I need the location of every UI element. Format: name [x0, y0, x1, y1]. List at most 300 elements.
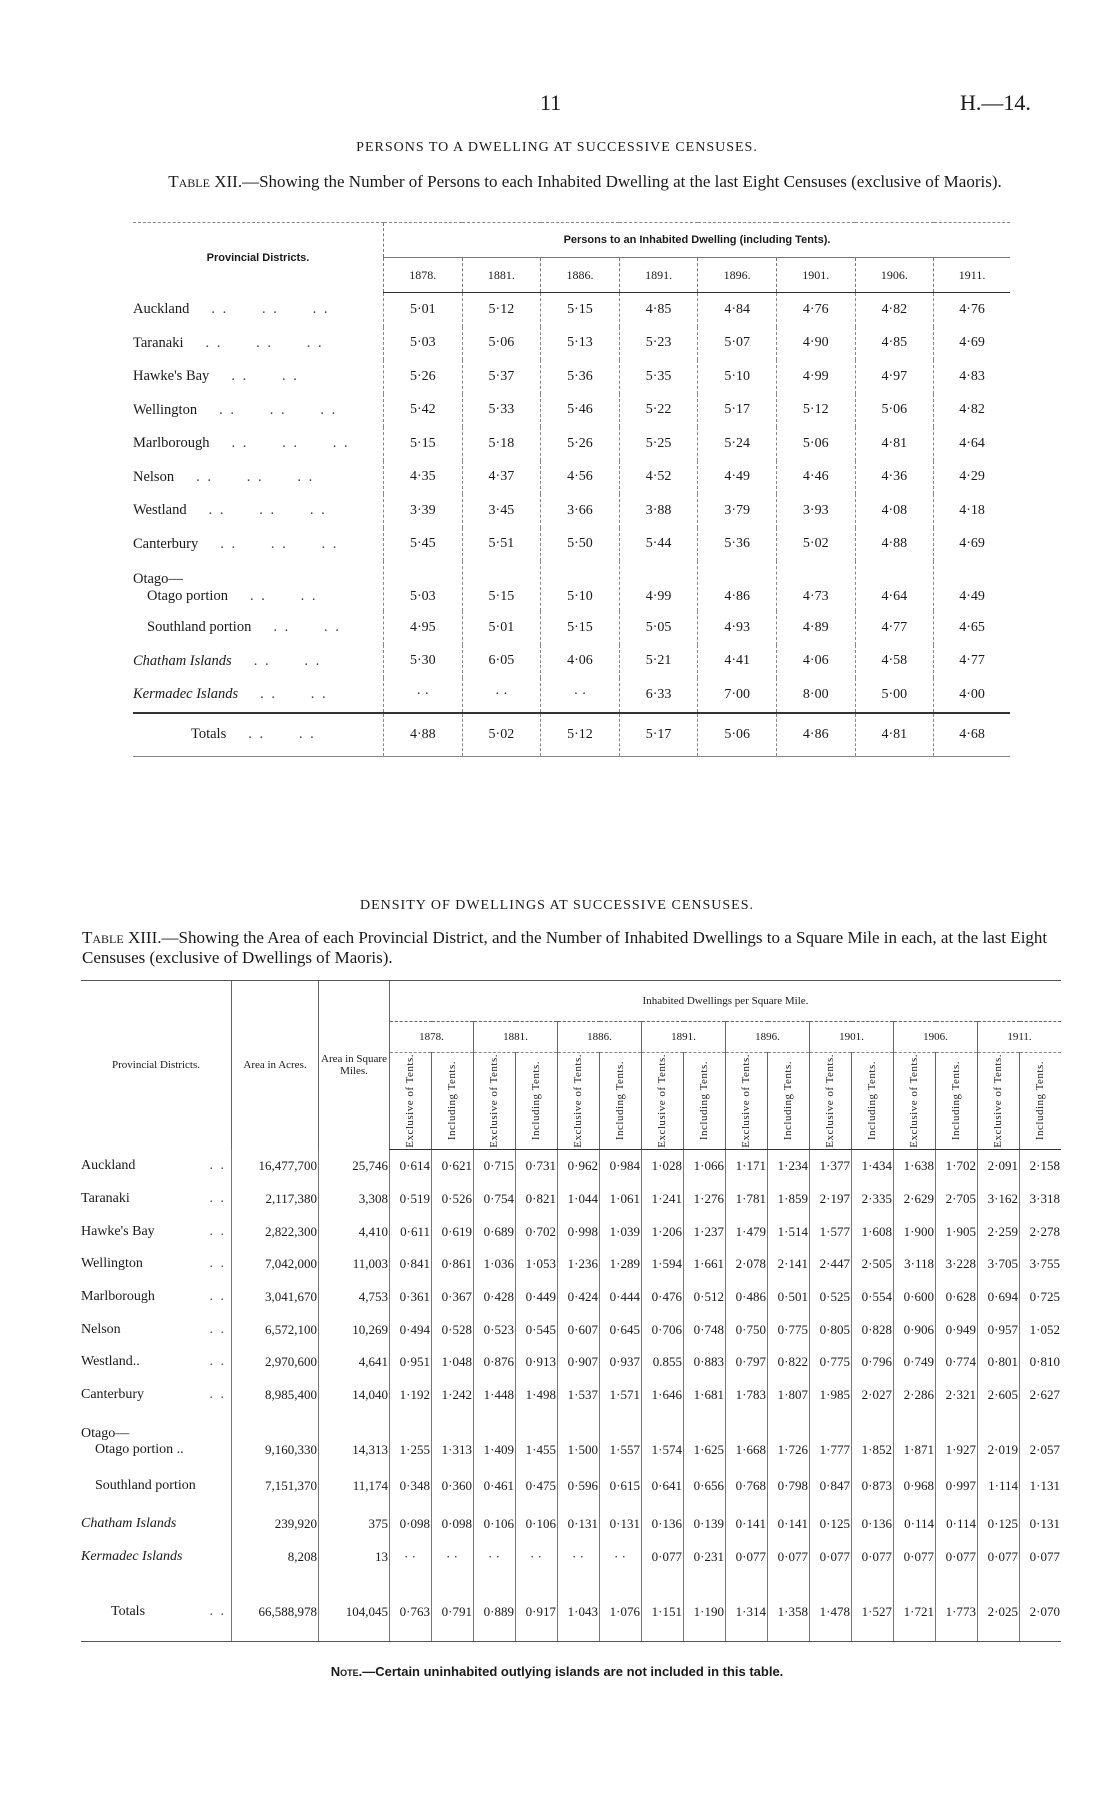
- value-cell: 2·091: [978, 1150, 1020, 1183]
- value-cell: 0·791: [432, 1573, 474, 1642]
- district-label: [133, 528, 384, 562]
- table-xii: [133, 222, 1010, 757]
- value-cell: 0·476: [642, 1281, 684, 1314]
- district-label: [81, 1183, 232, 1216]
- value-cell: 0·689: [474, 1215, 516, 1248]
- value-cell: 0·600: [894, 1281, 936, 1314]
- value-cell: 5·12: [541, 713, 620, 757]
- value-cell: 2·078: [726, 1248, 768, 1281]
- value-cell: 0·957: [978, 1313, 1020, 1346]
- value-cell: 1·571: [600, 1379, 642, 1412]
- value-cell: 1·498: [516, 1379, 558, 1412]
- value-cell: 4·56: [541, 461, 620, 495]
- value-cell: 4·88: [384, 713, 463, 757]
- value-cell: · ·: [432, 1540, 474, 1573]
- value-cell: 0·749: [894, 1346, 936, 1379]
- value-cell: 5·02: [462, 713, 541, 757]
- subheader-including: [1020, 1053, 1062, 1150]
- value-cell: 1·773: [936, 1573, 978, 1642]
- table-row: [81, 1379, 1061, 1412]
- year-header: 1901.: [776, 258, 855, 293]
- value-cell: 3·79: [698, 494, 777, 528]
- value-cell: 3·88: [619, 494, 698, 528]
- totals-row: [81, 1573, 1061, 1642]
- district-label: [133, 713, 384, 757]
- value-cell: 2·627: [1020, 1379, 1062, 1412]
- value-cell: 4·82: [855, 293, 934, 327]
- value-cell: 5·01: [384, 293, 463, 327]
- value-cell: · ·: [541, 678, 620, 713]
- value-cell: 3·228: [936, 1248, 978, 1281]
- value-cell: 0·768: [726, 1464, 768, 1508]
- subheader-including: [516, 1053, 558, 1150]
- value-cell: 0·861: [432, 1248, 474, 1281]
- subheader-including: [852, 1053, 894, 1150]
- value-cell: 5·10: [541, 561, 620, 611]
- value-cell: 0·525: [810, 1281, 852, 1314]
- value-cell: 1·807: [768, 1379, 810, 1412]
- value-cell: 1·234: [768, 1150, 810, 1183]
- leader-dots: . .: [209, 1191, 226, 1207]
- note-label: Note.: [330, 1664, 363, 1679]
- district-label: [133, 394, 384, 428]
- value-cell: 1·871: [894, 1412, 936, 1464]
- value-cell: 1·066: [684, 1150, 726, 1183]
- year-header: 1891.: [619, 258, 698, 293]
- table13-caption-text: —Showing the Area of each Provincial District, and the Number of Inhabited Dwellings to a Square Mile in each, at the last Eight Censuses (exclusive of Dwellings of Maoris).: [82, 928, 1048, 967]
- value-cell: 4·77: [855, 611, 934, 645]
- value-cell: 0·444: [600, 1281, 642, 1314]
- value-cell: 0·883: [684, 1346, 726, 1379]
- value-cell: 0·077: [768, 1540, 810, 1573]
- subheader-exclusive: [642, 1053, 684, 1150]
- table-row: [133, 427, 1010, 461]
- table-row: [133, 678, 1010, 713]
- value-cell: 4·85: [855, 327, 934, 361]
- value-cell: 0·136: [642, 1508, 684, 1541]
- value-cell: 4·69: [934, 528, 1010, 562]
- table-row: [81, 1540, 1061, 1573]
- subheader-text: Exclusive of Tents.: [404, 1054, 416, 1148]
- value-cell: 0·360: [432, 1464, 474, 1508]
- value-cell: 0·494: [390, 1313, 432, 1346]
- leader-dots: . . . . . .: [220, 535, 339, 552]
- table-row: [81, 1464, 1061, 1508]
- value-cell: 4·89: [776, 611, 855, 645]
- value-cell: 4·37: [462, 461, 541, 495]
- value-cell: 1·900: [894, 1215, 936, 1248]
- value-cell: 0·725: [1020, 1281, 1062, 1314]
- value-cell: 4·73: [776, 561, 855, 611]
- value-cell: · ·: [474, 1540, 516, 1573]
- value-cell: 1·358: [768, 1573, 810, 1642]
- value-cell: 0·951: [390, 1346, 432, 1379]
- year-header: 1901.: [810, 1022, 894, 1053]
- table-xiii: [81, 980, 1061, 1642]
- subheader-text: Exclusive of Tents.: [488, 1054, 500, 1148]
- leader-dots: . .: [209, 1158, 226, 1174]
- value-cell: 1·608: [852, 1215, 894, 1248]
- subheader-text: Including Tents.: [866, 1061, 878, 1141]
- district-label: [133, 427, 384, 461]
- table12-caption-text: —Showing the Number of Persons to each Inhabited Dwelling at the last Eight Censuses (exclusive of Maoris).: [242, 172, 1002, 191]
- leader-dots: . . . .: [249, 588, 318, 604]
- value-cell: 4·86: [776, 713, 855, 757]
- value-cell: 1·668: [726, 1412, 768, 1464]
- leader-dots: . . . . . .: [231, 435, 350, 452]
- value-cell: 5·15: [384, 427, 463, 461]
- value-cell: 3·93: [776, 494, 855, 528]
- value-cell: 4·85: [619, 293, 698, 327]
- value-cell: 2·025: [978, 1573, 1020, 1642]
- value-cell: 0·731: [516, 1150, 558, 1183]
- value-cell: 0·367: [432, 1281, 474, 1314]
- value-cell: 5·18: [462, 427, 541, 461]
- value-cell: 5·01: [462, 611, 541, 645]
- value-cell: 0·998: [558, 1215, 600, 1248]
- area-sqmiles: 10,269: [319, 1313, 390, 1346]
- value-cell: 2·197: [810, 1183, 852, 1216]
- value-cell: 0·136: [852, 1508, 894, 1541]
- group-label: Otago—: [81, 1425, 130, 1441]
- district-label: [81, 1412, 232, 1464]
- value-cell: 0·077: [936, 1540, 978, 1573]
- area-acres: 239,920: [232, 1508, 319, 1541]
- value-cell: 0·821: [516, 1183, 558, 1216]
- value-cell: 1·048: [432, 1346, 474, 1379]
- subheader-exclusive: [894, 1053, 936, 1150]
- value-cell: 4·97: [855, 360, 934, 394]
- table13-note: [0, 1664, 1114, 1679]
- page-number: 11: [540, 90, 562, 115]
- value-cell: 5·07: [698, 327, 777, 361]
- year-header: 1896.: [726, 1022, 810, 1053]
- value-cell: 3·162: [978, 1183, 1020, 1216]
- value-cell: 0·545: [516, 1313, 558, 1346]
- district-name: Taranaki: [133, 334, 184, 351]
- table-row: [133, 327, 1010, 361]
- value-cell: 1·061: [600, 1183, 642, 1216]
- value-cell: 0·449: [516, 1281, 558, 1314]
- col-group-header: Persons to an Inhabited Dwelling (including Tents).: [384, 223, 1011, 258]
- area-acres: 2,970,600: [232, 1346, 319, 1379]
- table-row: [133, 645, 1010, 679]
- district-name: Chatham Islands: [133, 652, 232, 669]
- value-cell: 1·043: [558, 1573, 600, 1642]
- district-name: Kermadec Islands: [81, 1548, 183, 1564]
- value-cell: 4·76: [934, 293, 1010, 327]
- value-cell: 1·577: [810, 1215, 852, 1248]
- value-cell: 0·125: [978, 1508, 1020, 1541]
- value-cell: 0·645: [600, 1313, 642, 1346]
- year-header: 1911.: [934, 258, 1010, 293]
- value-cell: 1·076: [600, 1573, 642, 1642]
- value-cell: 0·486: [726, 1281, 768, 1314]
- district-label: [133, 293, 384, 327]
- value-cell: 1·781: [726, 1183, 768, 1216]
- value-cell: 5·24: [698, 427, 777, 461]
- district-label: [81, 1346, 232, 1379]
- col-header-sqmiles: Area in Square Miles.: [319, 981, 390, 1150]
- area-acres: 66,588,978: [232, 1573, 319, 1642]
- value-cell: 2·259: [978, 1215, 1020, 1248]
- value-cell: 0·114: [936, 1508, 978, 1541]
- subheader-text: Exclusive of Tents.: [740, 1054, 752, 1148]
- value-cell: 1·702: [936, 1150, 978, 1183]
- value-cell: 5·00: [855, 678, 934, 713]
- value-cell: 1·044: [558, 1183, 600, 1216]
- value-cell: 5·26: [541, 427, 620, 461]
- value-cell: 4·90: [776, 327, 855, 361]
- value-cell: 0·828: [852, 1313, 894, 1346]
- value-cell: 0·763: [390, 1573, 432, 1642]
- value-cell: · ·: [390, 1540, 432, 1573]
- area-sqmiles: 4,641: [319, 1346, 390, 1379]
- value-cell: 4·95: [384, 611, 463, 645]
- value-cell: 1·681: [684, 1379, 726, 1412]
- value-cell: 2·505: [852, 1248, 894, 1281]
- area-sqmiles: 4,753: [319, 1281, 390, 1314]
- value-cell: 4·36: [855, 461, 934, 495]
- district-label: [81, 1215, 232, 1248]
- subheader-including: [432, 1053, 474, 1150]
- district-label: [81, 1379, 232, 1412]
- year-header: 1881.: [462, 258, 541, 293]
- area-acres: 8,208: [232, 1540, 319, 1573]
- year-header: 1886.: [558, 1022, 642, 1053]
- year-header: 1878.: [390, 1022, 474, 1053]
- area-sqmiles: 11,174: [319, 1464, 390, 1508]
- leader-dots: . . . .: [260, 686, 328, 703]
- value-cell: 1·661: [684, 1248, 726, 1281]
- table-row: [81, 1412, 1061, 1464]
- value-cell: 5·35: [619, 360, 698, 394]
- value-cell: 7·00: [698, 678, 777, 713]
- value-cell: 5·50: [541, 528, 620, 562]
- value-cell: 0·077: [852, 1540, 894, 1573]
- subheader-exclusive: [810, 1053, 852, 1150]
- value-cell: 1·455: [516, 1412, 558, 1464]
- value-cell: 1·448: [474, 1379, 516, 1412]
- table-row: [133, 528, 1010, 562]
- value-cell: 5·37: [462, 360, 541, 394]
- value-cell: 1·777: [810, 1412, 852, 1464]
- value-cell: 5·06: [462, 327, 541, 361]
- area-acres: 7,151,370: [232, 1464, 319, 1508]
- leader-dots: . .: [209, 1354, 226, 1370]
- value-cell: 1·241: [642, 1183, 684, 1216]
- value-cell: 0·984: [600, 1150, 642, 1183]
- value-cell: 0·841: [390, 1248, 432, 1281]
- value-cell: 0·131: [600, 1508, 642, 1541]
- value-cell: 1·638: [894, 1150, 936, 1183]
- value-cell: 1·726: [768, 1412, 810, 1464]
- subheader-text: Exclusive of Tents.: [992, 1054, 1004, 1148]
- value-cell: 1·721: [894, 1573, 936, 1642]
- value-cell: 5·44: [619, 528, 698, 562]
- value-cell: 2·447: [810, 1248, 852, 1281]
- table-row: [81, 1215, 1061, 1248]
- year-header: 1896.: [698, 258, 777, 293]
- value-cell: 0·968: [894, 1464, 936, 1508]
- district-name: Canterbury: [81, 1387, 144, 1403]
- value-cell: 0·077: [978, 1540, 1020, 1573]
- area-acres: 9,160,330: [232, 1412, 319, 1464]
- value-cell: 0·526: [432, 1183, 474, 1216]
- area-acres: 2,117,380: [232, 1183, 319, 1216]
- value-cell: 0·131: [1020, 1508, 1062, 1541]
- area-sqmiles: 104,045: [319, 1573, 390, 1642]
- value-cell: 5·15: [541, 293, 620, 327]
- value-cell: 4·82: [934, 394, 1010, 428]
- value-cell: 5·06: [776, 427, 855, 461]
- subheader-text: Exclusive of Tents.: [908, 1054, 920, 1148]
- value-cell: 0·461: [474, 1464, 516, 1508]
- leader-dots: . .: [209, 1256, 226, 1272]
- value-cell: 4·06: [541, 645, 620, 679]
- area-acres: 7,042,000: [232, 1248, 319, 1281]
- subheader-text: Exclusive of Tents.: [572, 1054, 584, 1148]
- value-cell: 5·15: [541, 611, 620, 645]
- district-name: Totals: [111, 1603, 146, 1619]
- table-row: [81, 1313, 1061, 1346]
- value-cell: 0·810: [1020, 1346, 1062, 1379]
- value-cell: 3·45: [462, 494, 541, 528]
- value-cell: 4·64: [934, 427, 1010, 461]
- table-row: [81, 1248, 1061, 1281]
- value-cell: 0·615: [600, 1464, 642, 1508]
- value-cell: 4·41: [698, 645, 777, 679]
- value-cell: 0·512: [684, 1281, 726, 1314]
- value-cell: 5·42: [384, 394, 463, 428]
- table-row: [81, 1508, 1061, 1541]
- value-cell: 1·434: [852, 1150, 894, 1183]
- value-cell: 8·00: [776, 678, 855, 713]
- district-name: Taranaki: [81, 1191, 130, 1207]
- value-cell: 5·33: [462, 394, 541, 428]
- value-cell: 4·08: [855, 494, 934, 528]
- leader-dots: . . . . . .: [196, 468, 315, 485]
- subheader-text: Including Tents.: [530, 1061, 542, 1141]
- district-label: [133, 327, 384, 361]
- group-label: Otago—: [133, 571, 183, 587]
- value-cell: 4·18: [934, 494, 1010, 528]
- table-row: [133, 611, 1010, 645]
- district-name: Auckland: [81, 1158, 136, 1174]
- table-row: [81, 1150, 1061, 1183]
- leader-dots: . . . . . .: [211, 301, 330, 317]
- value-cell: 5·30: [384, 645, 463, 679]
- value-cell: 2·605: [978, 1379, 1020, 1412]
- district-name: Hawke's Bay: [133, 368, 210, 385]
- value-cell: 5·15: [462, 561, 541, 611]
- value-cell: 1·236: [558, 1248, 600, 1281]
- subheader-exclusive: [726, 1053, 768, 1150]
- district-name: Southland portion: [147, 619, 252, 636]
- value-cell: 0·523: [474, 1313, 516, 1346]
- area-sqmiles: 375: [319, 1508, 390, 1541]
- value-cell: 5·06: [855, 394, 934, 428]
- district-label: [133, 678, 384, 713]
- value-cell: 1·574: [642, 1412, 684, 1464]
- value-cell: 0·475: [516, 1464, 558, 1508]
- value-cell: 1·192: [390, 1379, 432, 1412]
- value-cell: 1·255: [390, 1412, 432, 1464]
- value-cell: 4·35: [384, 461, 463, 495]
- value-cell: 0·750: [726, 1313, 768, 1346]
- value-cell: 0·106: [516, 1508, 558, 1541]
- value-cell: 0·077: [1020, 1540, 1062, 1573]
- value-cell: 0·596: [558, 1464, 600, 1508]
- table12-caption: [150, 172, 1020, 192]
- value-cell: 0·428: [474, 1281, 516, 1314]
- area-acres: 6,572,100: [232, 1313, 319, 1346]
- value-cell: 5·22: [619, 394, 698, 428]
- district-label: [133, 561, 384, 611]
- value-cell: 1·478: [810, 1573, 852, 1642]
- value-cell: 4·83: [934, 360, 1010, 394]
- value-cell: 4·88: [855, 528, 934, 562]
- value-cell: 0·997: [936, 1464, 978, 1508]
- district-label: [81, 1281, 232, 1314]
- totals-row: [133, 713, 1010, 757]
- value-cell: 4·99: [619, 561, 698, 611]
- value-cell: 5·12: [776, 394, 855, 428]
- col-header-district: Provincial Districts.: [81, 981, 232, 1150]
- district-name: Nelson: [81, 1321, 121, 1337]
- leader-dots: . . . .: [273, 619, 341, 636]
- value-cell: 0·702: [516, 1215, 558, 1248]
- value-cell: 0·876: [474, 1346, 516, 1379]
- value-cell: 0·774: [936, 1346, 978, 1379]
- value-cell: 5·05: [619, 611, 698, 645]
- value-cell: 4·81: [855, 713, 934, 757]
- value-cell: 0·805: [810, 1313, 852, 1346]
- area-sqmiles: 25,746: [319, 1150, 390, 1183]
- district-name: Nelson: [133, 468, 175, 485]
- table-row: [133, 561, 1010, 611]
- table-row: [81, 1183, 1061, 1216]
- year-header: 1881.: [474, 1022, 558, 1053]
- value-cell: 4·49: [698, 461, 777, 495]
- district-name: Marlborough: [81, 1289, 155, 1305]
- table-row: [133, 494, 1010, 528]
- value-cell: 2·705: [936, 1183, 978, 1216]
- value-cell: 1·905: [936, 1215, 978, 1248]
- value-cell: 0·098: [390, 1508, 432, 1541]
- district-label: [81, 1540, 232, 1573]
- subheader-text: Including Tents.: [614, 1061, 626, 1141]
- district-name: Westland: [133, 502, 187, 519]
- district-label: [133, 360, 384, 394]
- value-cell: 3·39: [384, 494, 463, 528]
- value-cell: 0·139: [684, 1508, 726, 1541]
- value-cell: 5·13: [541, 327, 620, 361]
- subheader-including: [936, 1053, 978, 1150]
- value-cell: 0·847: [810, 1464, 852, 1508]
- value-cell: 1·625: [684, 1412, 726, 1464]
- table-row: [133, 461, 1010, 495]
- leader-dots: . . . . . .: [205, 334, 324, 351]
- value-cell: 4·52: [619, 461, 698, 495]
- value-cell: 0·694: [978, 1281, 1020, 1314]
- col-header-acres: Area in Acres.: [232, 981, 319, 1150]
- leader-dots: . . . . . .: [219, 401, 338, 418]
- value-cell: · ·: [516, 1540, 558, 1573]
- subheader-including: [600, 1053, 642, 1150]
- value-cell: 0·098: [432, 1508, 474, 1541]
- value-cell: 4·77: [934, 645, 1010, 679]
